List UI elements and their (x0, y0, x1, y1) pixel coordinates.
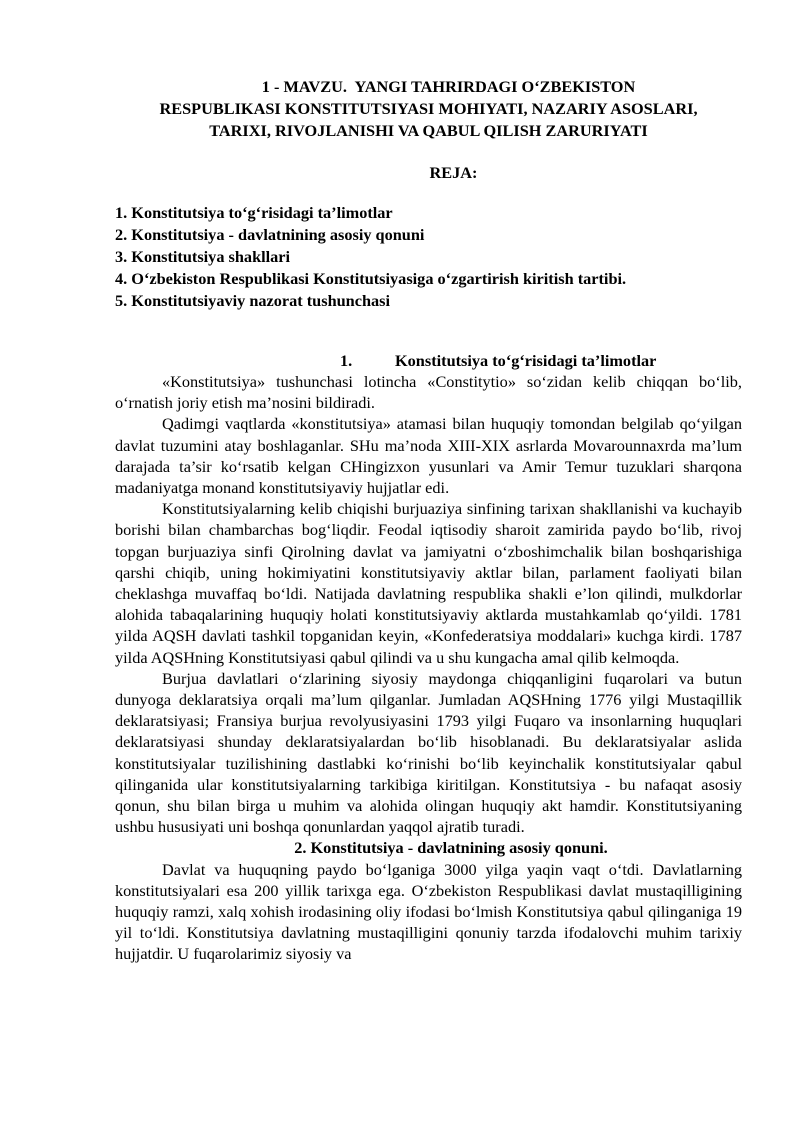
title-line-2: RESPUBLIKASI KONSTITUTSIYASI MOHIYATI, NAZARIY ASOSLARI, (159, 99, 698, 118)
plan-heading: REJA: (429, 163, 478, 182)
plan-list (115, 202, 742, 312)
plan-item: 1. Konstitutsiya to‘g‘risidagi ta’limotlar (115, 203, 393, 222)
title-line-3: TARIXI, RIVOJLANISHI VA QABUL QILISH ZARURIYATI (209, 121, 648, 140)
plan-item: 2. Konstitutsiya - davlatnining asosiy qonuni (115, 225, 425, 244)
paragraph: Davlat va huquqning paydo bo‘lganiga 3000 yilga yaqin vaqt o‘tdi. Davlatlarning konstitutsiyalari esa 200 yillik tarixga ega. O‘zbekiston Respublikasi davlat mustaqilligining huquqiy ramzi, xalq xohish irodasining oliy ifodasi bo‘lmish Konstitutsiya qabul qilinganiga 19 yil to‘ldi. Konstitutsiya davlatning mustaqilligini qonuniy tarzda ifodalovchi muhim tarixiy hujjatdir. U fuqarolarimiz siyosiy va (115, 859, 742, 964)
plan-item: 5. Konstitutsiyaviy nazorat tushunchasi (115, 291, 391, 310)
section-1-number: 1. (340, 351, 353, 370)
paragraph: Qadimgi vaqtlarda «konstitutsiya» atamasi bilan huquqiy tomondan belgilab qo‘yilgan davlat tuzumini atay boshlaganlar. SHu ma’noda XIII-XIX asrlarda Movarounnaxrda ma’lum darajada ta’sir ko‘rsatib kelgan CHingizxon yusunlari va Amir Temur tuzuklari sharqona madaniyatga monand konstitutsiyaviy hujjatlar edi. (115, 414, 742, 498)
plan-item: 4. O‘zbekiston Respublikasi Konstitutsiyasiga o‘zgartirish kiritish tartibi. (115, 269, 627, 288)
section-1-heading (115, 350, 742, 371)
plan-item: 3. Konstitutsiya shakllari (115, 247, 291, 266)
paragraph: Burjua davlatlari o‘zlarining siyosiy maydonga chiqqanligini fuqarolari va butun dunyoga deklaratsiya orqali ma’lum qilganlar. Jumladan AQSHning 1776 yilgi Mustaqillik deklaratsiyasi; Fransiya burjua revolyusiyasini 1793 yilgi Fuqaro va insonlarning huquqlari deklaratsiyasi shunday deklaratsiyalardan bo‘lib hisoblanadi. Bu deklaratsiyalar aslida konstitutsiyalar tuzilishining dastlabki ko‘rinishi bo‘lib keyinchalik konstitutsiyalar qabul qilinganida ular konstitutsiyalarning tarkibiga kiritilgan. Konstitutsiya - bu nafaqat asosiy qonun, shu bilan birga u muhim va alohida olingan huquqiy akt hamdir. Konstitutsiyaning ushbu hususiyati uni boshqa qonunlardan yaqqol ajratib turadi. (115, 668, 742, 837)
document-title (115, 76, 742, 142)
section-2-heading: 2. Konstitutsiya - davlatnining asosiy qonuni. (294, 838, 608, 858)
section-1-title: Konstitutsiya to‘g‘risidagi ta’limotlar (395, 351, 657, 370)
document-page (115, 76, 742, 965)
title-line-1: 1 - MAVZU. YANGI TAHRIRDAGI O‘ZBEKISTON (261, 77, 636, 96)
paragraph: Konstitutsiyalarning kelib chiqishi burjuaziya sinfining tarixan shakllanishi va kuchayib borishi bilan chambarchas bog‘liqdir. Feodal iqtisodiy sharoit zamirida paydo bo‘lib, rivoj topgan burjuaziya sinfi Qirolning davlat va jamiyatni o‘zboshimchalik bilan boshqarishiga qarshi chiqib, uning hokimiyatini konstitutsiyaviy aktlar bilan, parlament faoliyati bilan cheklashga muvaffaq bo‘ldi. Natijada davlatning respublika shakli e’lon qilindi, mulkdorlar alohida tabaqalarining huquqiy holati konstitutsiyaviy aktlarda mustahkamlab qo‘yildi. 1781 yilda AQSH davlati tashkil topganidan keyin, «Konfederatsiya moddalari» kuchga kirdi. 1787 yilda AQSHning Konstitutsiyasi qabul qilindi va u shu kungacha amal qilib kelmoqda. (115, 499, 742, 667)
paragraph: «Konstitutsiya» tushunchasi lotincha «Constitytio» so‘zidan kelib chiqqan bo‘lib, o‘rnatish joriy etish ma’nosini bildiradi. (115, 372, 742, 413)
